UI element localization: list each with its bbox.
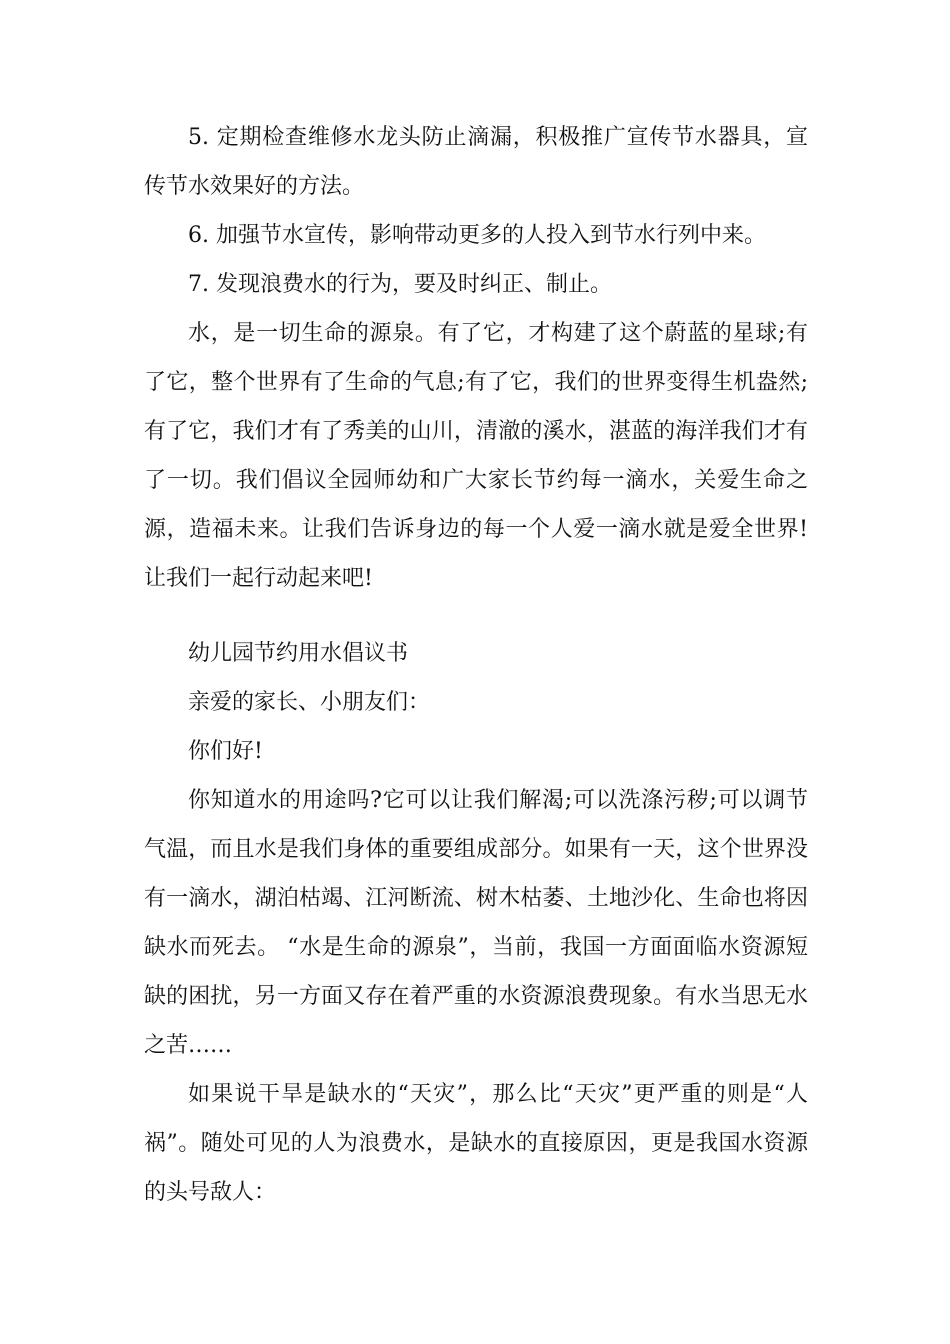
list-item-7: 7. 发现浪费水的行为，要及时纠正、制止。 (188, 272, 612, 297)
document-body (144, 113, 808, 1217)
body-paragraph-2: 如果说干旱是缺水的“天灾”，那么比“天灾”更严重的则是“人祸”。随处可见的人为浪费水，是缺水的直接原因，更是我国水资源的头号敌人： (144, 1082, 808, 1205)
salutation: 亲爱的家长、小朋友们： (188, 690, 431, 715)
list-item-6: 6. 加强节水宣传，影响带动更多的人投入到节水行列中来。 (188, 223, 766, 248)
list-item-5: 5. 定期检查维修水龙头防止滴漏，积极推广宣传节水器具，宣传节水效果好的方法。 (144, 125, 808, 199)
body-paragraph-1: 你知道水的用途吗?它可以让我们解渴;可以洗涤污秽;可以调节气温，而且水是我们身体的重要组成部分。如果有一天，这个世界没有一滴水，湖泊枯竭、江河断流、树木枯萎、土地沙化、生命也将因缺水而死去。 “水是生命的源泉”，当前，我国一方面面临水资源短缺的困扰，另一方面又存在着严重的水资源浪费现象。有水当思无水之苦…… (144, 788, 808, 1058)
section-gap (144, 603, 808, 629)
conclusion-paragraph: 水，是一切生命的源泉。有了它，才构建了这个蔚蓝的星球;有了它，整个世界有了生命的气息;有了它，我们的世界变得生机盎然;有了它，我们才有了秀美的山川，清澈的溪水，湛蓝的海洋我们才有了一切。我们倡议全园师幼和广大家长节约每一滴水，关爱生命之源，造福未来。让我们告诉身边的每一个人爱一滴水就是爱全世界!让我们一起行动起来吧! (144, 321, 808, 591)
section-title: 幼儿园节约用水倡议书 (188, 641, 409, 666)
greeting: 你们好! (188, 739, 263, 764)
